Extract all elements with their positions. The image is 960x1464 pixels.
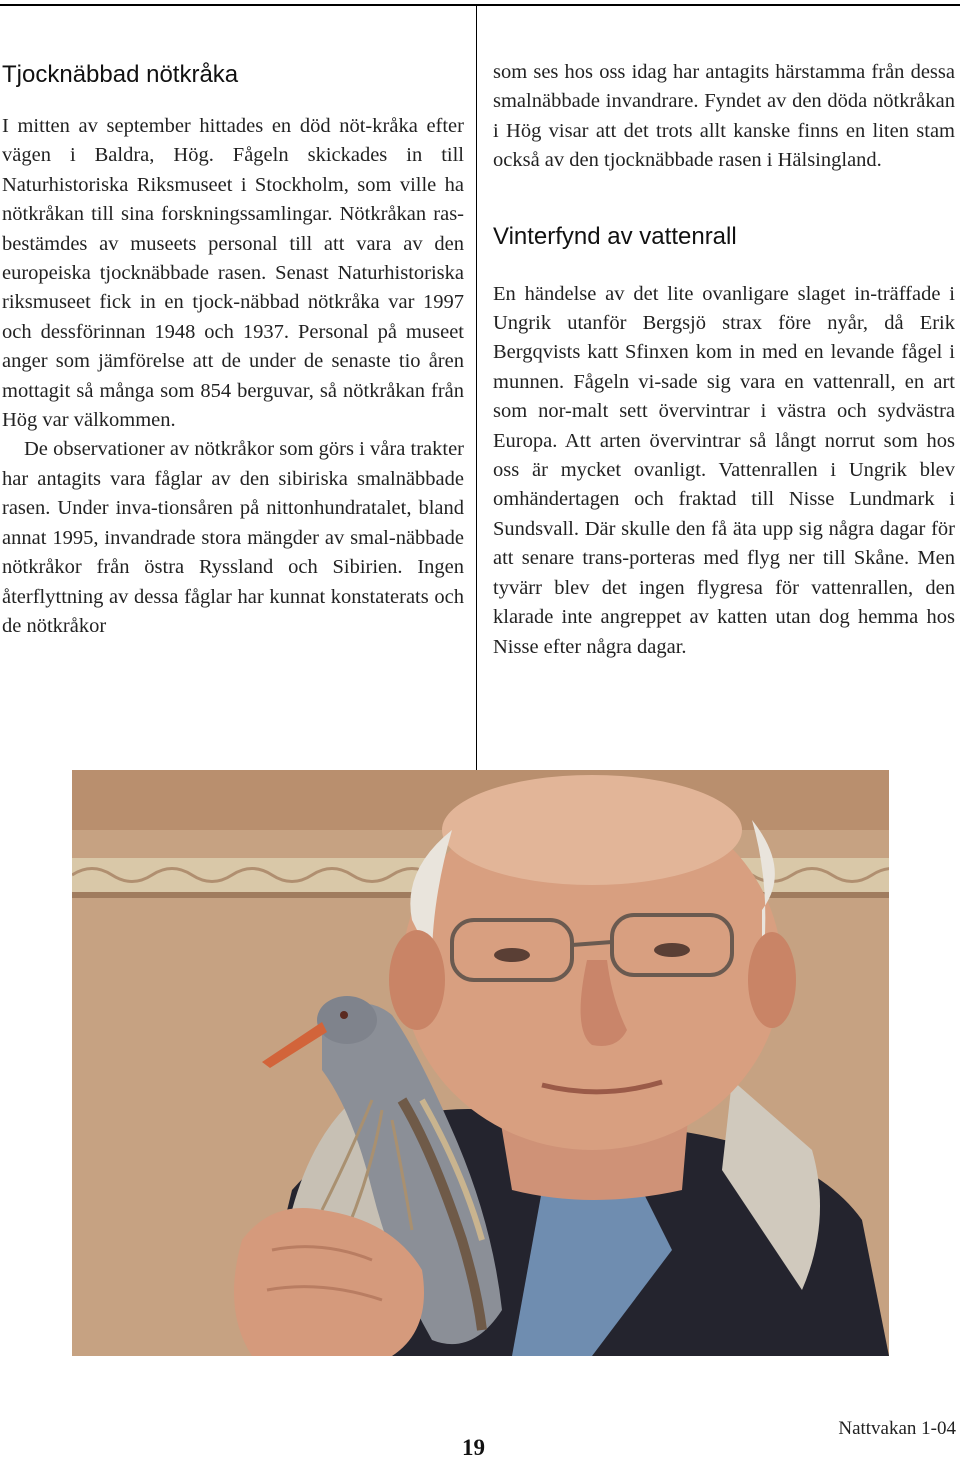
column-divider [476,6,477,770]
article-paragraph: De observationer av nötkråkor som görs i våra trakter har antagits vara fåglar av den sibiriska smalnäbbade rasen. Under inva-tionsåren på nittonhundratalet, bland annat 1995, invandrade stora mängder av smal-näbbade nötkråkor från östra Ryssland och Sibirien. Ingen återflyttning av dessa fåglar har kunnat konstaterats och de nötkråkor [2,438,464,637]
left-column [2,58,464,641]
article-paragraph-continued: som ses hos oss idag har antagits härstamma från dessa smalnäbbade invandrare. Fyndet av den döda nötkråkan i Hög visar att det trots allt kanske finns en liten stam också av den tjocknäbbade rasen i Hälsingland. [493,61,955,172]
article-title: Tjocknäbbad nötkråka [2,61,239,88]
article-title: Vinterfynd av vattenrall [493,222,737,250]
article-paragraph: I mitten av september hittades en död nöt-kråka efter vägen i Baldra, Hög. Fågeln skickades in till Naturhistoriska Riksmuseet i Stockholm, som ville ha nötkråkan till sina forskningssamlingar. Nötkråkan ras-bestämdes av museets personal till att vara av den europeiska tjocknäbbade rasen. Senast Naturhistoriska riksmuseet fick in en tjock-näbbad nötkråka var 1997 och dessförinnan 1948 och 1937. Personal på museet anger som jämförelse att de under de senaste tio åren mottagit så många som 854 berguvar, så nötkråkan från Hög var välkommen. [2,115,464,432]
photo-man-holding-water-rail [72,770,889,1356]
right-column [493,58,955,662]
photo-illustration [72,770,889,1356]
magazine-issue: Nattvakan 1-04 [838,1418,956,1439]
top-rule [0,4,960,6]
article-paragraph: En händelse av det lite ovanligare slaget in-träffade i Ungrik utanför Bergsjö strax före nyår, då Erik Bergqvists katt Sfinxen kom in med en levande fågel i munnen. Fågeln vi-sade sig vara en vattenrall, en art som nor-malt sett övervintrar i västra och sydvästra Europa. Att arten övervintrar så långt norrut som hos oss är mycket ovanligt. Vattenrallen i Ungrik blev omhändertagen och fraktad till Nisse Lundmark i Sundsvall. Där skulle den få äta upp sig några dagar för att senare trans-porteras med flyg ner till Skåne. Men tyvärr blev det ingen flygresa för vattenrallen, den klarade inte angreppet av katten utan dog hemma hos Nisse efter några dagar. [493,282,955,658]
page-number: 19 [462,1435,485,1460]
